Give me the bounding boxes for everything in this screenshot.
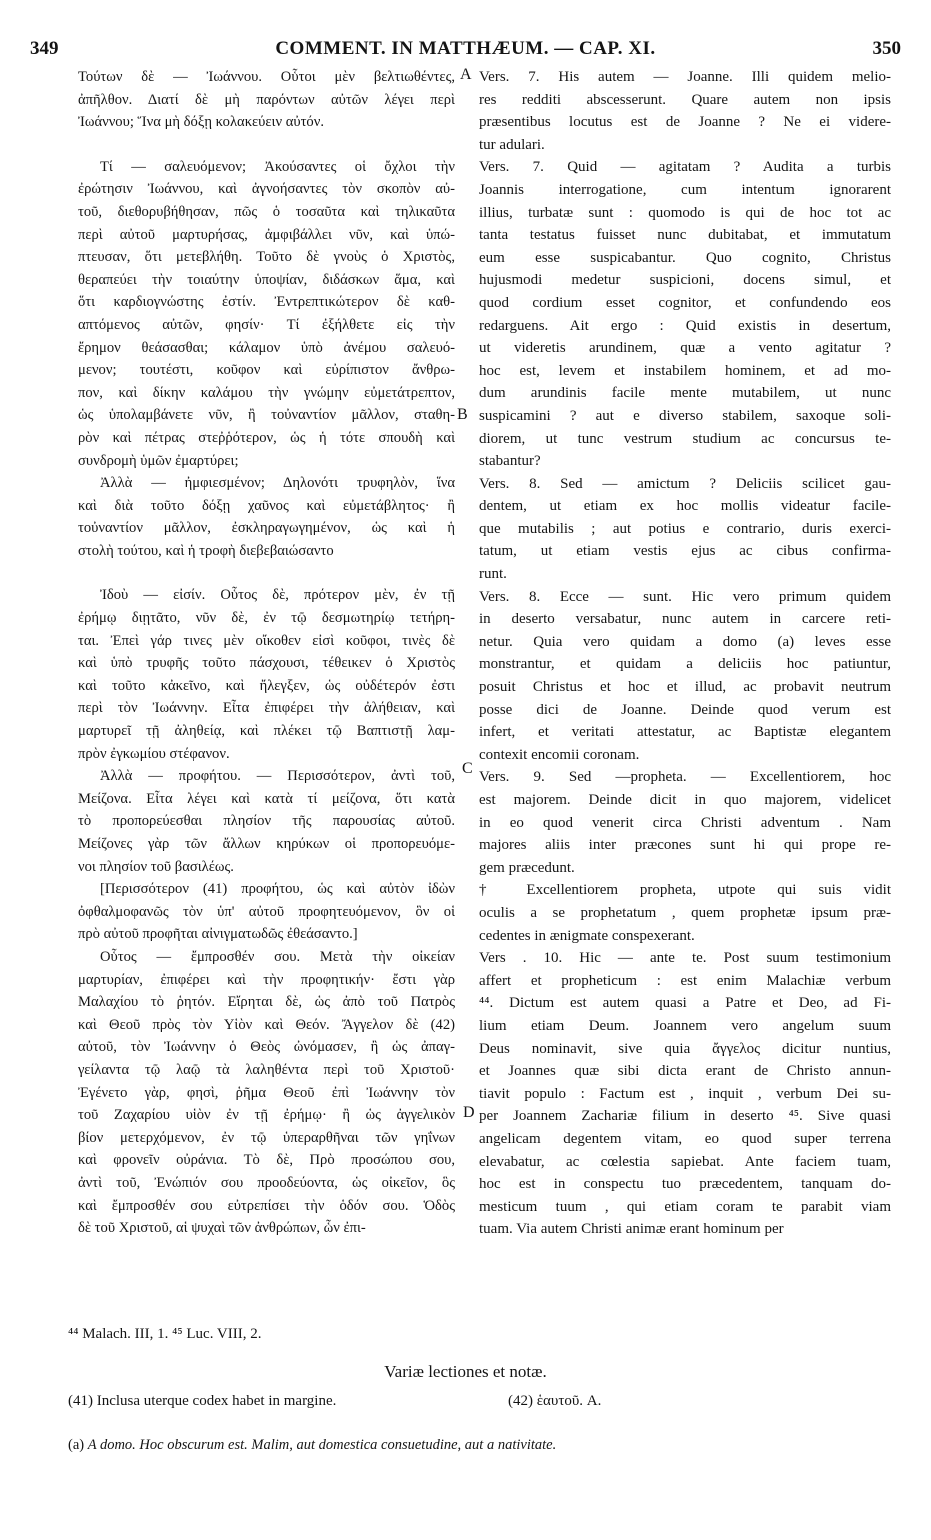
left-page-number: 349 [30,38,59,59]
greek-text-line: στολὴ τούτου, καὶ ἡ τροφὴ διεβεβαιώσαντο [78,542,334,559]
greek-text-line: Τί — σαλευόμενον; Ἀκούσαντες οἱ ὄχλοι τὴν [100,158,455,175]
note-a-label: (a) [68,1437,85,1453]
greek-text-line: δὲ τοῦ Χριστοῦ, αἱ ψυχαὶ τῶν ἀνθρώπων, ὧν ἐπι- [78,1220,366,1237]
latin-text-line: tuam. Via autem Christi animæ erant hominum per [479,1221,784,1238]
latin-text-line: oculis a se prophetatum , quem prophetæ ipsum præ- [479,904,891,921]
latin-text-line: dum arundinis facile mente mutabilem, ut nunc [479,385,891,402]
greek-text-line: πτευσαν, ὅτι μετεβλήθη. Τοῦτο δὲ γνοὺς ὁ Χριστὸς, [78,249,455,266]
latin-text-line: ⁴⁴. Dictum est autem quasi a Patre et Deo, ad Fi- [479,995,891,1012]
latin-text-line: que mutabilis ; aut potius e contrario, duris exerci- [479,520,891,537]
greek-text-line: συνδρομὴ ὑμῶν ἐμαρτύρει; [78,452,239,469]
greek-text-line: ἐρήμῳ διῃτᾶτο, νῦν δὲ, ἐν τῷ δεσμωτηρίῳ τετήρη- [78,610,455,627]
greek-text-line: μαρτυρίαν, ἐπιφέρει καὶ τὴν προφητικήν· ἔστι γὰρ [78,971,455,988]
note-a-text: A domo. Hoc obscurum est. Malim, aut domestica consuetudine, aut a nativitate. [87,1437,557,1453]
greek-text-line: Ἰωάννου; Ἵνα μὴ δόξῃ κολακεύειν αὐτόν. [78,114,324,131]
right-page-number: 350 [872,38,901,59]
greek-text-line: Ἀλλὰ — προφήτου. — Περισσότερον, ἀντὶ τοῦ, [100,768,455,785]
greek-text-line: Μείζονες γὰρ τῶν ἄλλων κηρύκων οἱ προπορευόμε- [78,836,455,852]
latin-text-line: Vers. 9. Sed —propheta. — Excellentiorem, hoc [479,769,891,786]
latin-text-line: tiavit populo : Factum est , inquit , verbum Dei su- [479,1085,891,1102]
note-42: (42) ἑαυτοῦ. A. [508,1393,602,1409]
greek-text-line: καὶ τοῦτο κἀκεῖνο, καὶ ἤλεγξεν, ὡς οὐδέτερόν ἐστι [78,677,455,694]
latin-text-line: cedentes in ænigmate conspexerant. [479,927,695,944]
latin-text-line: Vers. 8. Sed — amictum ? Deliciis scilicet gau- [479,475,891,492]
greek-text-line: απτόμενος αὐτῶν, φησίν· Τί ἐξήλθετε εἰς τὴν [78,316,455,333]
latin-column [479,66,891,1241]
greek-text-line: Ἀλλὰ — ἠμφιεσμένον; Δηλονότι τρυφηλὸν, ἵνα [100,475,455,492]
margin-letter-c: C [462,760,473,777]
greek-paragraph-gap [78,562,455,584]
latin-text-line: gem præcedunt. [479,859,575,876]
greek-text-line: Μαλαχίου τὸ ῥητόν. Εἴρηται δὲ, ὡς ἀπὸ τοῦ Πατρὸς [78,994,455,1011]
variae-lectiones-title: Variæ lectiones et notæ. [384,1362,547,1381]
latin-text-line: in eo quod venerit circa Christi adventum . Nam [479,814,891,831]
latin-text-line: lium etiam Deum. Joannem vero angelum suum [479,1017,891,1034]
latin-text-line: per Joannem Zachariæ filium in deserto ⁴⁵. Sive quasi [479,1108,891,1125]
greek-text-line: [Περισσότερον (41) προφήτου, ὡς καὶ αὐτὸν ἰδὼν [100,881,455,898]
greek-column [78,66,455,1240]
latin-text-line: Vers. 7. His autem — Joanne. Illi quidem melio- [479,69,891,85]
note-a [68,1437,556,1454]
greek-text-line: μαρτυρεῖ τῇ ἀληθείᾳ, καὶ πλέκει τῷ Βαπτιστῇ λαμ- [78,723,455,740]
latin-text-line: hoc est, levem et instabilem hominem, et ad mo- [479,362,891,379]
greek-paragraph-gap [78,134,455,156]
latin-text-line: et Joannes quæ sibi dicta erant de Christo annun- [479,1063,891,1080]
note-41: (41) Inclusa uterque codex habet in margine. [68,1393,337,1409]
latin-text-line: netur. Quia vero quidam a domo (a) leves esse [479,633,891,650]
greek-text-line: πρὸ αὐτοῦ προφῆται αἰνιγματωδῶς ἐθεάσαντο.] [78,926,358,943]
greek-text-line: καὶ Θεοῦ πρὸς τὸν Υἱὸν καὶ Θεόν. Ἄγγελον δὲ (42) [78,1016,455,1033]
greek-text-line: Οὗτος — ἔμπροσθέν σου. Μετὰ τὴν οἰκείαν [100,948,455,965]
latin-text-line: stabantur? [479,453,541,470]
greek-text-line: περὶ τὸν Ἰωάννην. Εἶτα ἐπιφέρει τὴν ἀλήθειαν, καὶ [78,700,455,717]
footnote-references: ⁴⁴ Malach. III, 1. ⁴⁵ Luc. VIII, 2. [68,1326,262,1342]
latin-text-line: diorem, ut tunc vestrum studium ac concursus te- [479,430,891,447]
greek-text-line: μενον; τουτέστι, κοῦφον καὶ εὐρίπιστον ἄνθρω- [78,362,455,379]
latin-text-line: Deus nominavit, sive quia ἄγγελος dicitur nuntius, [479,1040,891,1057]
latin-text-line: redarguens. Ait ergo : Quid existis in desertum, [479,317,891,334]
greek-text-line: Ἰδοὺ — εἰσίν. Οὗτος δὲ, πρότερον μὲν, ἐν τῇ [100,587,455,604]
latin-text-line: monstrantur, et quidam a deliciis hoc patiuntur, [479,656,891,673]
latin-text-line: mesticum tuum , qui etiam coram te parabit viam [479,1198,891,1215]
greek-text-line: πον, καὶ δίκην καλάμου τὴν γνώμην εὐμετάτρεπτον, [78,384,455,401]
greek-text-line: ὡς ὑπολαμβάνετε νῦν, ἢ τοὐναντίον μᾶλλον, σταθη- [78,407,455,424]
latin-text-line: tanta testatus fuisset nunc dubitabat, et immutatum [479,227,891,244]
greek-text-line: Ἐγένετο γὰρ, φησὶ, ῥῆμα Θεοῦ ἐπὶ Ἰωάννην τὸν [78,1084,455,1101]
greek-text-line: γείλαντα τῷ λαῷ τὰ λαληθέντα περὶ τοῦ Χριστοῦ· [78,1061,455,1078]
latin-text-line: angelicam degentem vitam, eo quod super terrena [479,1130,891,1147]
greek-text-line: καὶ ἔμπροσθέν σου εὐτρεπίσει τὴν ὁδόν σου. Ὁδὸς [78,1197,455,1214]
greek-text-line: καὶ ὑπὸ τρυφῆς τοῦτο πάσχουσι, τέθεικεν ὁ Χριστὸς [78,655,455,672]
latin-text-line: elevabatur, ac cœlestia sapiebat. Ante faciem tuam, [479,1153,891,1170]
latin-text-line: posuit Christus et hoc et illud, ac probavit neutrum [479,679,891,696]
latin-text-line: Joannis interrogatione, cum intentum ignorarent [479,181,891,198]
greek-text-line: καὶ φρονεῖν οὐράνια. Τὸ δὲ, Πρὸ προσώπου σου, [78,1152,455,1169]
greek-text-line: ρὸν καὶ πέτρας στεῤῥότερον, ὡς ἡ τότε σπουδὴ καὶ [78,429,455,446]
latin-text-line: Vers. 8. Ecce — sunt. Hic vero primum quidem [479,588,891,605]
latin-text-line: infert, et veritati attestatur, ac Baptistæ elegantem [479,724,891,741]
latin-text-line: est majorem. Deinde dicit in quo majorem, videlicet [479,792,891,808]
latin-text-line: Vers. 7. Quid — agitatam ? Audita a turbis [479,159,891,176]
greek-text-line: Μείζονα. Εἶτα λέγει καὶ κατὰ τί μείζονα, ὅτι κατὰ [78,790,455,807]
greek-text-line: ἀντὶ τοῦ, Ἐνώπιόν σου προοδεύοντα, ὡς οἰκεῖον, ὃς [78,1174,455,1191]
greek-text-line: περὶ αὐτοῦ μαρτυρήσας, ἀμφιβάλλει νῦν, καὶ ὑπώ- [78,226,455,243]
latin-text-line: Vers . 10. Hic — ante te. Post suum testimonium [479,950,891,967]
latin-text-line: affert et propheticum : est enim Malachiæ verbum [479,972,891,989]
latin-text-line: runt. [479,566,507,583]
greek-text-line: νοι πλησίον τοῦ βασιλέως. [78,858,234,875]
latin-text-line: contexit encomii coronam. [479,746,640,763]
greek-text-line: Τούτων δὲ — Ἰωάννου. Οὗτοι μὲν βελτιωθέντες, [78,69,455,85]
latin-text-line: res redditi abscesserunt. Quare autem non ipsis [479,91,891,108]
latin-text-line: † Excellentiorem propheta, utpote qui suis vidit [479,882,891,899]
greek-text-line: ται. Ἐπεὶ γάρ τινες μὲν οἴκοθεν εἰσὶ κοῦφοι, τινὲς δὲ [78,632,455,649]
latin-text-line: suspicamini ? aut e diverso stabilem, saxoque soli- [479,407,891,424]
latin-text-line: posse dici de Joanne. Deinde quod verum est [479,701,891,718]
margin-letter-a: A [460,66,472,83]
latin-text-line: hujusmodi medetur suspicioni, docens simul, et [479,272,891,289]
greek-text-line: καὶ διὰ τοῦτο δόξῃ χαῦνος καὶ εὐμετάβλητος· ἢ [78,497,455,514]
latin-text-line: præsentibus locutus est de Joanne ? Ne ei videre- [479,114,891,131]
greek-text-line: ὀφθαλμοφανῶς τὸν ὑπ' αὐτοῦ προφητευόμενον, ὃν οἱ [78,903,455,920]
greek-text-line: ἀπῆλθον. Διατί δὲ μὴ παρόντων αὐτῶν λέγει περὶ [78,91,455,108]
greek-text-line: ὅτι καρδιογνώστης ἐστίν. Ἐντρεπτικώτερον δὲ καθ- [78,294,455,311]
greek-text-line: πρὸν ἐγκωμίου στέφανον. [78,745,230,762]
greek-text-line: βίον μετερχόμενον, ἐν τῷ ὑπεραρθῆναι τῶν γηΐνων [78,1129,455,1146]
latin-text-line: tur adulari. [479,136,545,153]
latin-text-line: in deserto versabatur, nunc autem in carcere reti- [479,611,891,628]
greek-text-line: τοῦ Ζαχαρίου υἱὸν ἐν τῇ ἐρήμῳ· ἢ ὡς ἀγγελικὸν [78,1107,455,1124]
latin-text-line: illius, turbatæ sunt : quomodo is qui de hoc tot ac [479,204,891,221]
margin-letter-b: B [457,406,468,423]
running-header [30,38,901,64]
greek-text-line: ἐρώτησιν Ἰωάννου, καὶ ἀγνοήσαντες τὸν σκοπὸν αὐ- [78,181,455,198]
latin-text-line: majores aliis inter præcones sunt hi qui prope re- [479,837,891,854]
greek-text-line: τοὐναντίον μᾶλλον, ἐσκληραγωγημένον, ὡς καὶ ἡ [78,520,455,537]
latin-text-line: ut videretis arundinem, quæ a vento agitatur ? [479,340,891,357]
page-title: COMMENT. IN MATTHÆUM. — CAP. XI. [275,38,656,59]
latin-text-line: hoc est in conspectu tuo præcedentem, tanquam do- [479,1176,891,1193]
margin-letter-d: D [463,1104,475,1121]
greek-text-line: ἔρημον θεάσασθαι; κάλαμον ὑπὸ ἀνέμου σαλευό- [78,339,455,356]
greek-text-line: τὸ προπορεύεσθαι πλησίον τῆς παρουσίας αὐτοῦ. [78,813,455,830]
greek-text-line: αὐτοῦ, τὸν Ἰωάννην ὁ Θεὸς ὠνόμασεν, ἢ ὡς ἀπαγ- [78,1039,455,1056]
latin-text-line: quod cordium esset cognitor, et confundendo eos [479,294,891,311]
latin-text-line: tatum, ut etiam vestis ejus ac cibus confirma- [479,543,891,560]
greek-text-line: τοῦ, διεθορυβήθησαν, πῶς ὁ τοσαῦτα καὶ τηλικαῦτα [78,203,455,220]
latin-text-line: dentem, ut etiam ex hoc mollis videatur facile- [479,498,891,515]
latin-text-line: eum esse suspicabantur. Quo cognito, Christus [479,249,891,266]
greek-text-line: θεραπεύει τὴν τοιαύτην ὑποψίαν, διδάσκων ἅμα, καὶ [78,271,455,288]
